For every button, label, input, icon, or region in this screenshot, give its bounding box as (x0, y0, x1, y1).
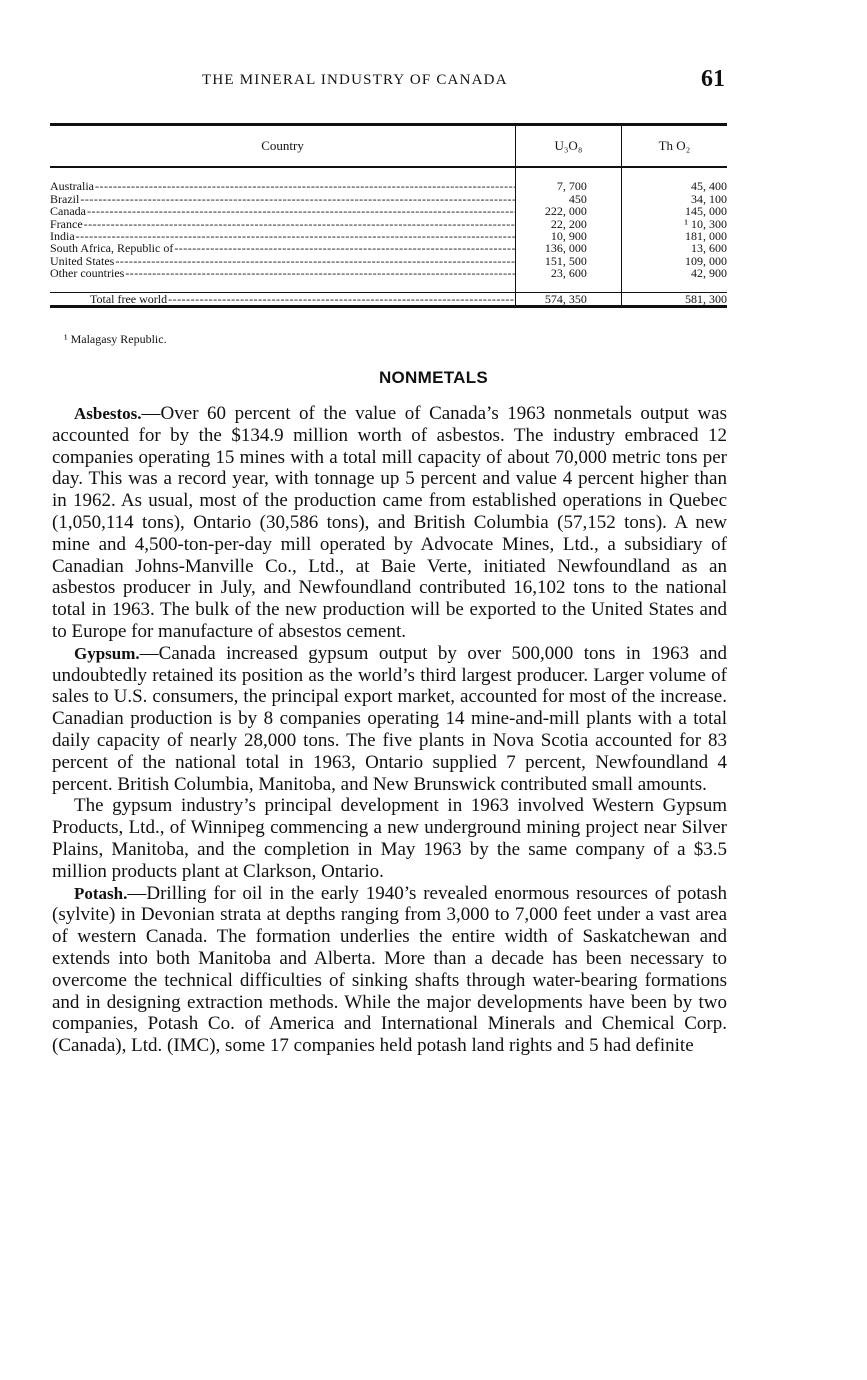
row-u3o8: 10, 900 (516, 230, 622, 242)
page-number: 61 (701, 66, 725, 92)
row-tho2: 109, 000 (621, 255, 727, 267)
row-tho2: ¹ 10, 300 (621, 218, 727, 230)
row-tho2: 42, 900 (621, 267, 727, 279)
section-heading: NONMETALS (378, 368, 489, 387)
paragraph-gypsum-development (52, 795, 727, 882)
total-label: Total free world ----- (50, 293, 515, 305)
table-row (50, 193, 727, 205)
table-total-row (50, 293, 727, 306)
run-in-heading: Potash. (74, 883, 128, 903)
uranium-thorium-table (50, 123, 727, 308)
row-u3o8: 7, 700 (516, 180, 622, 192)
paragraph-text: —Canada increased gypsum output by over 500,000 tons in 1963 and undoubtedly retained its position as the world’s third largest producer. Larger volume of sales to U.S. consumers, the principal export market, accounted for most of the increase. Canadian production is by 8 companies operating 14 mine-and-mill plants with a total daily capacity of nearly 28,000 tons. The five plants in Nova Scotia accounted for 83 percent of the national total in 1963, Ontario supplied 7 percent, Newfoundland 4 percent. British Columbia, Manitoba, and New Brunswick contributed small amounts. (52, 642, 727, 795)
row-u3o8: 23, 600 (516, 267, 622, 279)
row-u3o8: 222, 000 (516, 205, 622, 217)
row-u3o8: 151, 500 (516, 255, 622, 267)
row-tho2: 181, 000 (621, 230, 727, 242)
table-header-row (50, 126, 727, 166)
row-u3o8: 136, 000 (516, 242, 622, 254)
run-in-heading: Asbestos. (74, 404, 142, 423)
row-country: Canada ----- (50, 205, 515, 217)
row-u3o8: 22, 200 (516, 218, 622, 230)
running-head (52, 68, 725, 98)
paragraph-asbestos (52, 403, 727, 643)
table-row (50, 255, 727, 267)
running-title: THE MINERAL INDUSTRY OF CANADA (202, 72, 508, 88)
table-row (50, 180, 727, 192)
column-header-tho2: Th O₂ (621, 126, 727, 166)
column-header-u3o8: U₃O₈ (516, 126, 622, 166)
table-row (50, 205, 727, 217)
paragraph-potash (52, 883, 727, 1057)
column-header-country: Country (261, 138, 304, 153)
table-bottom-rule (50, 305, 727, 308)
row-tho2: 45, 400 (621, 180, 727, 192)
paragraph-text: —Over 60 percent of the value of Canada’s 1963 nonmetals output was accounted for by the $134.9 million worth of asbestos. The industry embraced 12 companies operating 15 mines with a total mill capacity of about 70,000 metric tons per day. This was a record year, with tonnage up 5 percent and value 4 percent higher than in 1962. As usual, most of the production came from established operations in Quebec (1,050,114 tons), Ontario (30,586 tons), and British Columbia (57,152 tons). A new mine and 4,500-ton-per-day mill operated by Advocate Mines, Ltd., a subsidiary of Canadian Johns-Manville Co., Ltd., at Baie Verte, initiated Newfoundland as an asbestos producer in July, and Newfoundland contributed 16,102 tons to the national total in 1963. The bulk of the new production will be exported to the United States and to Europe for manufacture of absestos cement. (52, 403, 727, 642)
table-footnote: ¹ Malagasy Republic. (64, 332, 167, 346)
run-in-heading: Gypsum. (74, 643, 140, 663)
row-country: Other countries ----- (50, 267, 515, 279)
row-country: India ----- (50, 230, 515, 242)
total-tho2: 581, 300 (621, 293, 727, 306)
paragraph-gypsum (52, 643, 727, 796)
row-tho2: 145, 000 (621, 205, 727, 217)
row-tho2: 13, 600 (621, 242, 727, 254)
row-country: South Africa, Republic of ----- (50, 242, 515, 254)
table-row (50, 267, 727, 279)
row-u3o8: 450 (516, 193, 622, 205)
row-tho2: 34, 100 (621, 193, 727, 205)
paragraph-text: —Drilling for oil in the early 1940’s revealed enormous resources of potash (sylvite) in Devonian strata at depths ranging from 3,000 to 7,000 feet under a vast area of western Canada. The formation underlies the entire width of Saskatchewan and extends into both Manitoba and Alberta. More than a decade has been necessary to overcome the technical difficulties of sinking shafts through water-bearing formations and in designing extraction methods. While the major developments have been by two companies, Potash Co. of America and International Minerals and Chemical Corp. (Canada), Ltd. (IMC), some 17 companies held potash land rights and 5 had definite (52, 882, 727, 1057)
row-country: France ----- (50, 218, 515, 230)
row-country: United States ----- (50, 255, 515, 267)
row-country: Australia ----- (50, 180, 515, 192)
total-u3o8: 574, 350 (516, 293, 622, 306)
body-text (52, 403, 727, 1057)
table-row (50, 230, 727, 242)
row-country: Brazil ----- (50, 193, 515, 205)
paragraph-text: The gypsum industry’s principal development in 1963 involved Western Gypsum Products, Ltd., of Winnipeg commencing a new underground mining project near Silver Plains, Manitoba, and the completion in May 1963 by the same company of a $3.5 million products plant at Clarkson, Ontario. (52, 795, 727, 882)
table-row (50, 218, 727, 230)
table-row (50, 242, 727, 254)
